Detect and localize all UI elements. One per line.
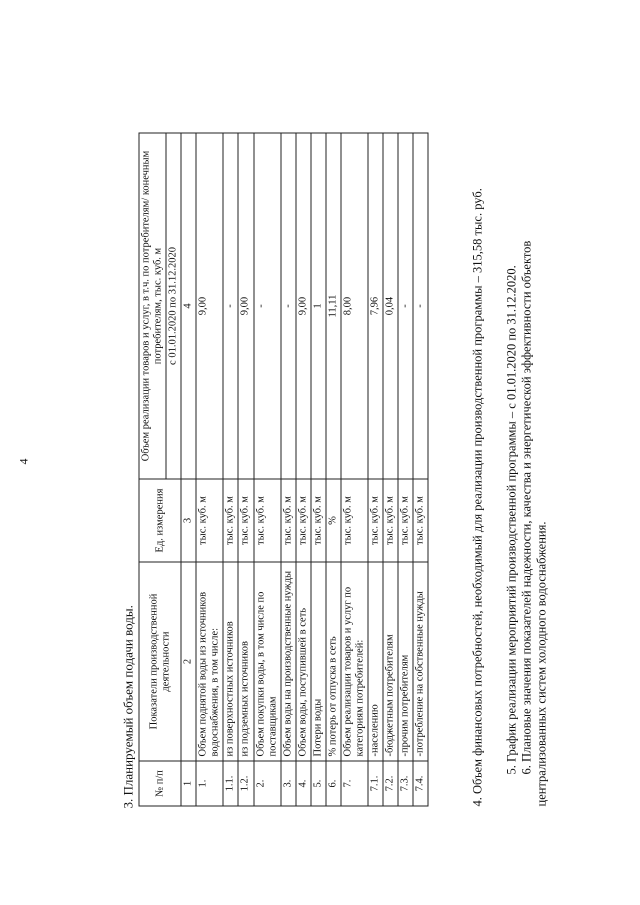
row-value: 0,04 — [383, 133, 398, 479]
table-row — [254, 133, 281, 806]
table-row — [238, 133, 253, 806]
row-unit: тыс. куб. м — [223, 479, 238, 562]
row-indicator: из поверхностных источников — [223, 562, 238, 761]
table-row — [311, 133, 326, 806]
row-value: 9,00 — [238, 133, 253, 479]
rotated-content — [1, 0, 640, 905]
row-number: 1.2. — [238, 761, 253, 806]
row-value: - — [254, 133, 281, 479]
row-indicator: -потребление на собственные нужды — [413, 562, 428, 761]
table-body — [196, 133, 428, 806]
row-number: 4. — [296, 761, 311, 806]
table-row — [398, 133, 413, 806]
row-unit: тыс. куб. м — [398, 479, 413, 562]
row-unit: тыс. куб. м — [368, 479, 383, 562]
row-number: 5. — [311, 761, 326, 806]
table-row — [281, 133, 296, 806]
row-value: 9,00 — [296, 133, 311, 479]
row-indicator: -прочим потребителям — [398, 562, 413, 761]
row-value: - — [398, 133, 413, 479]
row-value: 7,96 — [368, 133, 383, 479]
col-number: 3 — [181, 479, 196, 562]
paragraph-indicators-cont: централизованных систем холодного водоснабжения. — [534, 521, 549, 807]
row-unit: тыс. куб. м — [311, 479, 326, 562]
row-unit: тыс. куб. м — [254, 479, 281, 562]
paragraph-financial-needs: 4. Объем финансовых потребностей, необходимый для реализации производственной программы – 315,58 тыс. руб. — [470, 188, 485, 807]
header-number: № п/п — [139, 761, 181, 806]
row-value: 1 — [311, 133, 326, 479]
row-indicator: из подземных источников — [238, 562, 253, 761]
header-indicator: Показатели производственной деятельности — [139, 562, 181, 761]
row-indicator: Объем воды, поступившей в сеть — [296, 562, 311, 761]
header-unit: Ед. измерения — [139, 479, 181, 562]
row-indicator: Потери воды — [311, 562, 326, 761]
row-unit: тыс. куб. м — [281, 479, 296, 562]
row-number: 3. — [281, 761, 296, 806]
row-unit: тыс. куб. м — [341, 479, 368, 562]
row-unit: тыс. куб. м — [296, 479, 311, 562]
row-number: 2. — [254, 761, 281, 806]
row-number: 7.2. — [383, 761, 398, 806]
table-row — [383, 133, 398, 806]
row-value: - — [281, 133, 296, 479]
water-supply-table — [139, 133, 429, 807]
row-number: 7.1. — [368, 761, 383, 806]
paragraph-indicators: 6. Плановые значения показателей надежности, качества и энергетической эффективности объектов — [519, 240, 534, 775]
row-number: 7.3. — [398, 761, 413, 806]
table-row — [341, 133, 368, 806]
row-indicator: % потерь от отпуска в сеть — [326, 562, 341, 761]
row-unit: тыс. куб. м — [413, 479, 428, 562]
row-unit: % — [326, 479, 341, 562]
row-number: 7.4. — [413, 761, 428, 806]
row-value: - — [413, 133, 428, 479]
table-row — [368, 133, 383, 806]
table-row — [223, 133, 238, 806]
row-indicator: Объем воды на производственные нужды — [281, 562, 296, 761]
row-unit: тыс. куб. м — [383, 479, 398, 562]
row-number: 6. — [326, 761, 341, 806]
row-number: 1.1. — [223, 761, 238, 806]
row-value: - — [223, 133, 238, 479]
table-row — [196, 133, 223, 806]
paragraph-schedule: 5. График реализации мероприятий производственной программы – с 01.01.2020 по 31.12.2020. — [504, 265, 519, 775]
header-volume: Объем реализации товаров и услуг, в т.ч. по потребителям/ конечным потребителям, тыс. куб. м — [139, 133, 166, 479]
row-indicator: -бюджетным потребителям — [383, 562, 398, 761]
section-title: 3. Планируемый объем подачи воды. — [120, 605, 136, 809]
table-row — [326, 133, 341, 806]
row-indicator: -населению — [368, 562, 383, 761]
row-value: 9,00 — [196, 133, 223, 479]
row-unit: тыс. куб. м — [238, 479, 253, 562]
header-period: с 01.01.2020 по 31.12.2020 — [166, 133, 181, 479]
col-number: 2 — [181, 562, 196, 761]
row-indicator: Объем покупки воды, в том числе по поставщикам — [254, 562, 281, 761]
table-row — [413, 133, 428, 806]
row-number: 1. — [196, 761, 223, 806]
row-number: 7. — [341, 761, 368, 806]
row-indicator: Объем поднятой воды из источников водоснабжения, в том числе: — [196, 562, 223, 761]
row-unit: тыс. куб. м — [196, 479, 223, 562]
row-value: 8,00 — [341, 133, 368, 479]
table-row — [296, 133, 311, 806]
page-number: 4 — [16, 458, 31, 465]
col-number: 1 — [181, 761, 196, 806]
row-value: 11,11 — [326, 133, 341, 479]
row-indicator: Объем реализации товаров и услуг по категориям потребителей: — [341, 562, 368, 761]
col-number: 4 — [181, 133, 196, 479]
